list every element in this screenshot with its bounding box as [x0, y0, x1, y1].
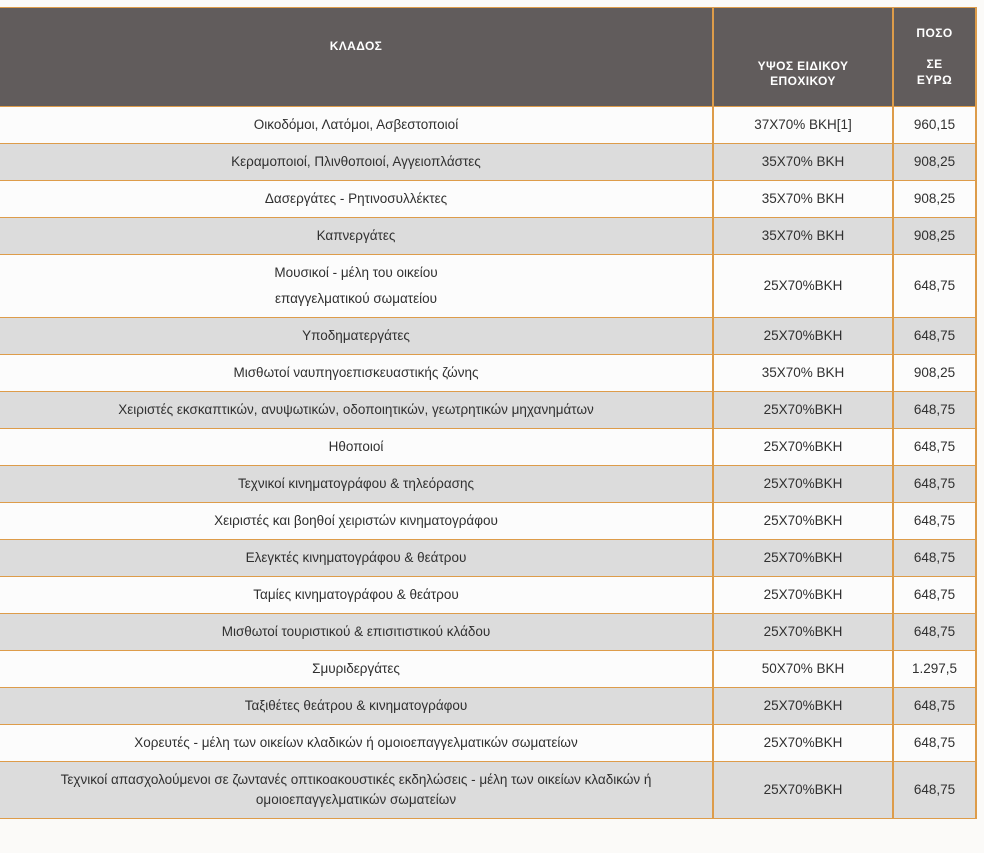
sector-text: Χειριστές και βοηθοί χειριστών κινηματογράφου — [214, 513, 498, 528]
rate-cell: 25X70%ΒΚΗ — [713, 318, 893, 355]
sector-cell — [0, 688, 713, 725]
rate-cell: 25X70%ΒΚΗ — [713, 466, 893, 503]
sector-cell — [0, 577, 713, 614]
table-header — [0, 8, 976, 107]
sector-text: Δασεργάτες - Ρητινοσυλλέκτες — [264, 191, 448, 206]
amount-cell: 648,75 — [893, 688, 976, 725]
sector-cell — [0, 218, 713, 255]
sector-text: Καπνεργάτες — [316, 228, 396, 243]
table-row — [0, 107, 976, 144]
rate-cell: 35X70% ΒΚΗ — [713, 218, 893, 255]
table-row — [0, 614, 976, 651]
sector-cell — [0, 318, 713, 355]
rate-cell: 25X70%ΒΚΗ — [713, 429, 893, 466]
table-row — [0, 181, 976, 218]
sector-text: Τεχνικοί απασχολούμενοι σε ζωντανές οπτικοακουστικές εκδηλώσεις - μέλη των οικείων κλαδικών ή ομοιοεπαγγελματικών σωματείων — [60, 772, 652, 807]
sector-cell — [0, 540, 713, 577]
rate-cell: 25X70%ΒΚΗ — [713, 503, 893, 540]
page — [0, 7, 984, 853]
amount-cell: 1.297,5 — [893, 651, 976, 688]
amount-cell: 648,75 — [893, 577, 976, 614]
column-header-amount — [893, 8, 976, 107]
sector-text: Μουσικοί - μέλη του οικείου — [274, 265, 438, 280]
sector-cell — [0, 503, 713, 540]
table-row — [0, 255, 976, 318]
rate-cell: 25X70%ΒΚΗ — [713, 392, 893, 429]
amount-cell: 908,25 — [893, 218, 976, 255]
rate-cell: 25X70%ΒΚΗ — [713, 540, 893, 577]
table-row — [0, 503, 976, 540]
column-header-sector — [0, 8, 713, 107]
table-row — [0, 355, 976, 392]
column-header-rate-line1: ΥΨΟΣ ΕΙΔΙΚΟΥ — [757, 58, 849, 73]
sector-cell — [0, 144, 713, 181]
rate-cell: 37X70% ΒΚΗ[1] — [713, 107, 893, 144]
amount-cell: 648,75 — [893, 503, 976, 540]
sector-text: Ταμίες κινηματογράφου & θεάτρου — [253, 587, 459, 602]
column-header-amount-line3: ΕΥΡΩ — [916, 72, 953, 87]
sector-cell — [0, 762, 713, 819]
sector-text: επαγγελματικού σωματείου — [274, 291, 438, 306]
sector-cell — [0, 181, 713, 218]
amount-cell: 648,75 — [893, 392, 976, 429]
sector-cell — [0, 466, 713, 503]
seasonal-benefit-table — [0, 7, 977, 819]
sector-text: Υποδηματεργάτες — [302, 328, 410, 343]
amount-cell: 648,75 — [893, 762, 976, 819]
table-row — [0, 392, 976, 429]
sector-text: Μισθωτοί τουριστικού & επισιτιστικού κλάδου — [221, 624, 491, 639]
sector-cell — [0, 614, 713, 651]
amount-cell: 648,75 — [893, 614, 976, 651]
rate-cell: 25X70%ΒΚΗ — [713, 577, 893, 614]
sector-cell — [0, 725, 713, 762]
amount-cell: 648,75 — [893, 318, 976, 355]
column-header-rate — [713, 8, 893, 107]
table-row — [0, 218, 976, 255]
amount-cell: 648,75 — [893, 255, 976, 318]
rate-cell: 25X70%ΒΚΗ — [713, 688, 893, 725]
rate-cell: 35X70% ΒΚΗ — [713, 355, 893, 392]
column-header-amount-line2: ΣΕ — [926, 57, 943, 72]
rate-cell: 35X70% ΒΚΗ — [713, 181, 893, 218]
amount-cell: 908,25 — [893, 181, 976, 218]
rate-cell: 25X70%ΒΚΗ — [713, 255, 893, 318]
table-row — [0, 577, 976, 614]
amount-cell: 960,15 — [893, 107, 976, 144]
rate-cell: 50X70% ΒΚΗ — [713, 651, 893, 688]
table-row — [0, 429, 976, 466]
sector-text: Ηθοποιοί — [328, 439, 384, 454]
amount-cell: 908,25 — [893, 355, 976, 392]
amount-cell: 648,75 — [893, 725, 976, 762]
sector-cell — [0, 392, 713, 429]
sector-text: Μισθωτοί ναυπηγοεπισκευαστικής ζώνης — [233, 365, 479, 380]
sector-text: Τεχνικοί κινηματογράφου & τηλεόρασης — [237, 476, 475, 491]
sector-text: Οικοδόμοι, Λατόμοι, Ασβεστοποιοί — [253, 117, 459, 132]
sector-cell — [0, 429, 713, 466]
table-body — [0, 107, 976, 819]
column-header-amount-line1: ΠΟΣΟ — [916, 25, 953, 40]
table-row — [0, 144, 976, 181]
sector-cell — [0, 107, 713, 144]
header-row — [0, 8, 976, 107]
rate-cell: 35X70% ΒΚΗ — [713, 144, 893, 181]
table-row — [0, 762, 976, 819]
table-row — [0, 540, 976, 577]
column-header-sector-label: ΚΛΑΔΟΣ — [329, 38, 383, 53]
rate-cell: 25X70%ΒΚΗ — [713, 614, 893, 651]
sector-cell — [0, 255, 713, 318]
sector-cell — [0, 651, 713, 688]
table-row — [0, 725, 976, 762]
amount-cell: 908,25 — [893, 144, 976, 181]
sector-text: Ταξιθέτες θεάτρου & κινηματογράφου — [244, 698, 468, 713]
sector-text: Σμυριδεργάτες — [312, 661, 400, 676]
table-row — [0, 318, 976, 355]
table-row — [0, 688, 976, 725]
amount-cell: 648,75 — [893, 540, 976, 577]
column-header-rate-line2: ΕΠΟΧΙΚΟΥ — [770, 74, 836, 89]
amount-cell: 648,75 — [893, 466, 976, 503]
rate-cell: 25X70%ΒΚΗ — [713, 762, 893, 819]
amount-cell: 648,75 — [893, 429, 976, 466]
sector-text: Χειριστές εκσκαπτικών, ανυψωτικών, οδοποιητικών, γεωτρητικών μηχανημάτων — [118, 402, 594, 417]
sector-text: Χορευτές - μέλη των οικείων κλαδικών ή ομοιοεπαγγελματικών σωματείων — [134, 735, 578, 750]
sector-text: Κεραμοποιοί, Πλινθοποιοί, Αγγειοπλάστες — [231, 154, 481, 169]
sector-text: Ελεγκτές κινηματογράφου & θεάτρου — [245, 550, 467, 565]
table-row — [0, 651, 976, 688]
sector-cell — [0, 355, 713, 392]
rate-cell: 25X70%ΒΚΗ — [713, 725, 893, 762]
table-row — [0, 466, 976, 503]
